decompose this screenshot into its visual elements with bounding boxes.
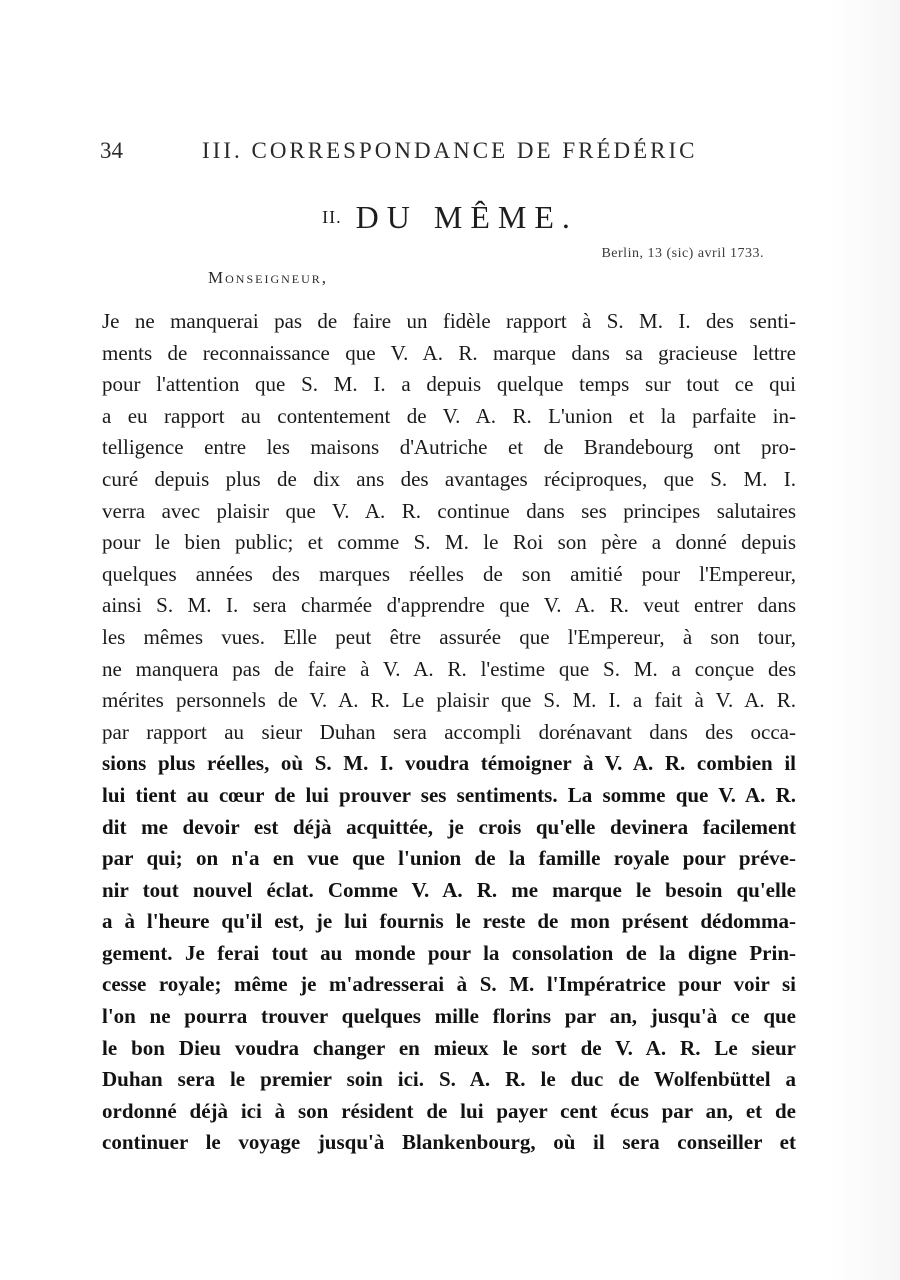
letter-body [102,306,796,1159]
body-line: ordonné déjà ici à son résident de lui payer cent écus par an, et de [102,1098,796,1123]
letter-number: II. [322,207,342,228]
running-title: III. CORRESPONDANCE DE FRÉDÉRIC [202,138,698,163]
body-line: par qui; on n'a en vue que l'union de la famille royale pour préve- [102,846,796,871]
body-line: par rapport au sieur Duhan sera accompli dorénavant dans des occa- [102,719,796,744]
body-line: pour le bien public; et comme S. M. le Roi son père a donné depuis [102,530,796,555]
body-line: les mêmes vues. Elle peut être assurée que l'Empereur, à son tour, [102,624,796,649]
body-line: dit me devoir est déjà acquittée, je crois qu'elle devinera facilement [102,814,796,839]
body-line: cesse royale; même je m'adresserai à S. M. l'Impératrice pour voir si [102,972,796,997]
page-number: 34 [100,138,123,163]
body-line: Je ne manquerai pas de faire un fidèle rapport à S. M. I. des senti- [102,309,796,333]
dateline: Berlin, 13 (sic) avril 1733. [601,246,764,261]
body-line: telligence entre les maisons d'Autriche et de Brandebourg ont pro- [102,435,796,460]
body-line: ments de reconnaissance que V. A. R. marque dans sa gracieuse lettre [102,340,796,365]
letter-title: DU MÊME. [355,199,578,236]
body-line: lui tient au cœur de lui prouver ses sentiments. La somme que V. A. R. [102,782,796,807]
body-line: nir tout nouvel éclat. Comme V. A. R. me marque le besoin qu'elle [102,877,796,902]
body-line: Duhan sera le premier soin ici. S. A. R. le duc de Wolfenbüttel a [102,1067,796,1092]
body-line: l'on ne pourra trouver quelques mille florins par an, jusqu'à ce que [102,1004,796,1029]
letter-heading [0,196,900,236]
body-line: curé depuis plus de dix ans des avantages réciproques, que S. M. I. [102,466,796,491]
running-head [100,138,800,168]
body-line: gement. Je ferai tout au monde pour la consolation de la digne Prin- [102,940,796,965]
body-line: le bon Dieu voudra changer en mieux le sort de V. A. R. Le sieur [102,1035,796,1060]
body-line: pour l'attention que S. M. I. a depuis quelque temps sur tout ce qui [102,372,796,397]
body-line: mérites personnels de V. A. R. Le plaisir que S. M. I. a fait à V. A. R. [102,688,796,713]
body-line: a eu rapport au contentement de V. A. R. L'union et la parfaite in- [102,403,796,428]
body-line: ne manquera pas de faire à V. A. R. l'estime que S. M. a conçue des [102,656,796,681]
body-line: a à l'heure qu'il est, je lui fournis le reste de mon présent dédomma- [102,909,796,934]
body-line: quelques années des marques réelles de son amitié pour l'Empereur, [102,561,796,586]
body-line: ainsi S. M. I. sera charmée d'apprendre que V. A. R. veut entrer dans [102,593,796,618]
body-line: sions plus réelles, où S. M. I. voudra témoigner à V. A. R. combien il [102,751,796,776]
body-line: verra avec plaisir que V. A. R. continue dans ses principes salutaires [102,498,796,523]
salutation: Monseigneur, [208,268,329,287]
body-line: continuer le voyage jusqu'à Blankenbourg, où il sera conseiller et [102,1130,796,1155]
